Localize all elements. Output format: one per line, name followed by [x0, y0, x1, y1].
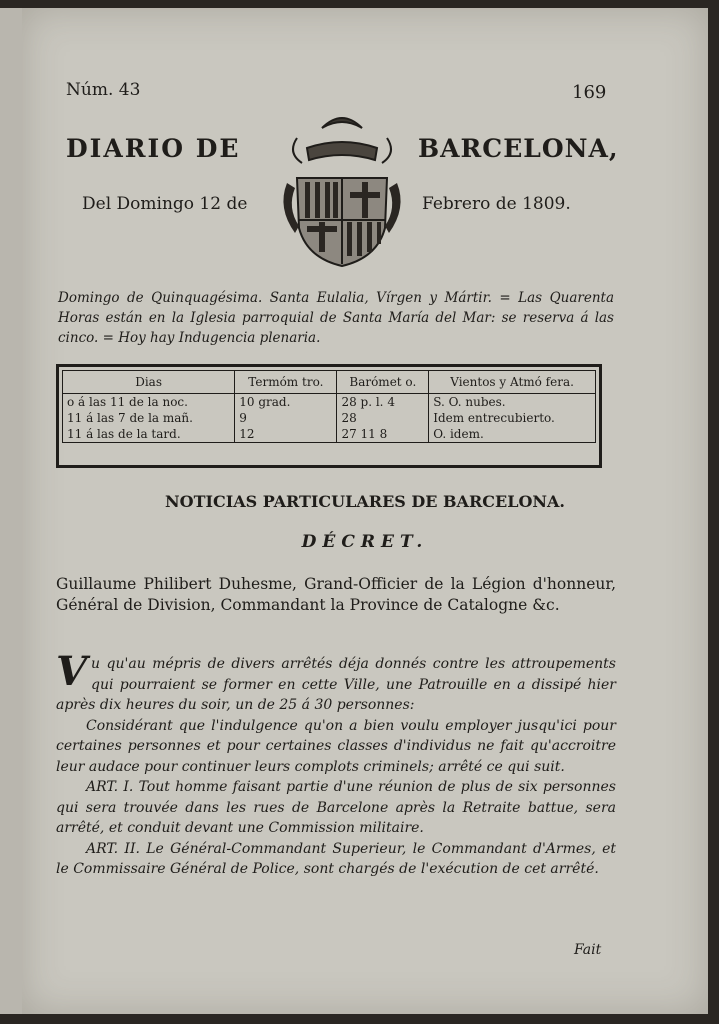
table-cell: 28	[337, 410, 429, 426]
table-cell: 10 grad.	[235, 394, 337, 411]
decree-body	[56, 648, 616, 880]
saints-of-the-day: Domingo de Quinquagésima. Santa Eulalia, Vírgen y Mártir. = Las Quarenta Horas están en la Iglesia parroquial de Santa María del Mar: se reserva á las cinco. = Hoy hay Indugencia plenaria.	[58, 290, 614, 346]
col-header-thermometer: Termóm tro.	[235, 371, 337, 394]
date-right: Febrero de 1809.	[422, 194, 571, 214]
table-cell: O. idem.	[433, 427, 484, 441]
drop-cap: V	[56, 648, 88, 695]
masthead-left: DIARIO DE	[66, 134, 241, 163]
catchword: Fait	[574, 942, 602, 958]
weather-table	[56, 364, 602, 468]
table-cell: 11 á las 7 de la mañ.	[63, 410, 235, 426]
masthead-right: BARCELONA,	[418, 134, 619, 163]
table-cell: 28 p. l. 4	[337, 394, 429, 411]
decree-title: DÉCRET.	[301, 532, 429, 552]
table-cell: 12	[235, 426, 337, 443]
col-header-winds: Vientos y Atmó fera.	[429, 371, 596, 394]
table-cell: 11 á las de la tard.	[63, 426, 235, 443]
table-cell: Idem entrecubierto.	[433, 411, 555, 425]
section-title: NOTICIAS PARTICULARES DE BARCELONA.	[165, 492, 565, 511]
table-cell: 9	[235, 410, 337, 426]
table-row	[63, 394, 596, 411]
page-number: 169	[572, 82, 607, 103]
book-spine-edge	[0, 8, 23, 1014]
paragraph: ART. II. Le Général-Commandant Superieur, le Commandant d'Armes, et le Commissaire Général de Police, sont chargés de l'exécution de cet arrêté.	[56, 840, 616, 877]
table-row	[63, 426, 596, 443]
date-left: Del Domingo 12 de	[82, 194, 248, 214]
table-cell: S. O. nubes.	[433, 395, 506, 409]
paragraph: ART. I. Tout homme faisant partie d'une réunion de plus de six personnes qui sera trouvée dans les rues de Barcelone après la Retraite battue, sera arrêté, et conduit devant une Commission militaire.	[56, 779, 616, 836]
table-cell: 27 11 8	[337, 426, 429, 443]
table-cell: o á las 11 de la noc.	[63, 394, 235, 411]
issue-number: Núm. 43	[66, 80, 141, 100]
col-header-days: Dias	[63, 371, 235, 394]
newspaper-page	[22, 8, 708, 1014]
paragraph: u qu'au mépris de divers arrêtés déja donnés contre les attroupements qui pourraient se former en cette Ville, une Patrouille en a dissipé hier après dix heures du soir, un de 25 á 30 personnes:	[56, 656, 616, 713]
table-row	[63, 410, 596, 426]
decree-author: Guillaume Philibert Duhesme, Grand-Officier de la Légion d'honneur, Général de Division, Commandant la Province de Catalogne &c.	[56, 575, 616, 614]
col-header-barometer: Barómet o.	[337, 371, 429, 394]
barcelona-coat-of-arms-icon	[267, 108, 417, 270]
paragraph: Considérant que l'indulgence qu'on a bien voulu employer jusqu'ici pour certaines personnes et pour certaines classes d'individus ne fait qu'accroitre leur audace pour continuer leurs complots criminels; arrêté ce qui suit.	[56, 717, 616, 775]
